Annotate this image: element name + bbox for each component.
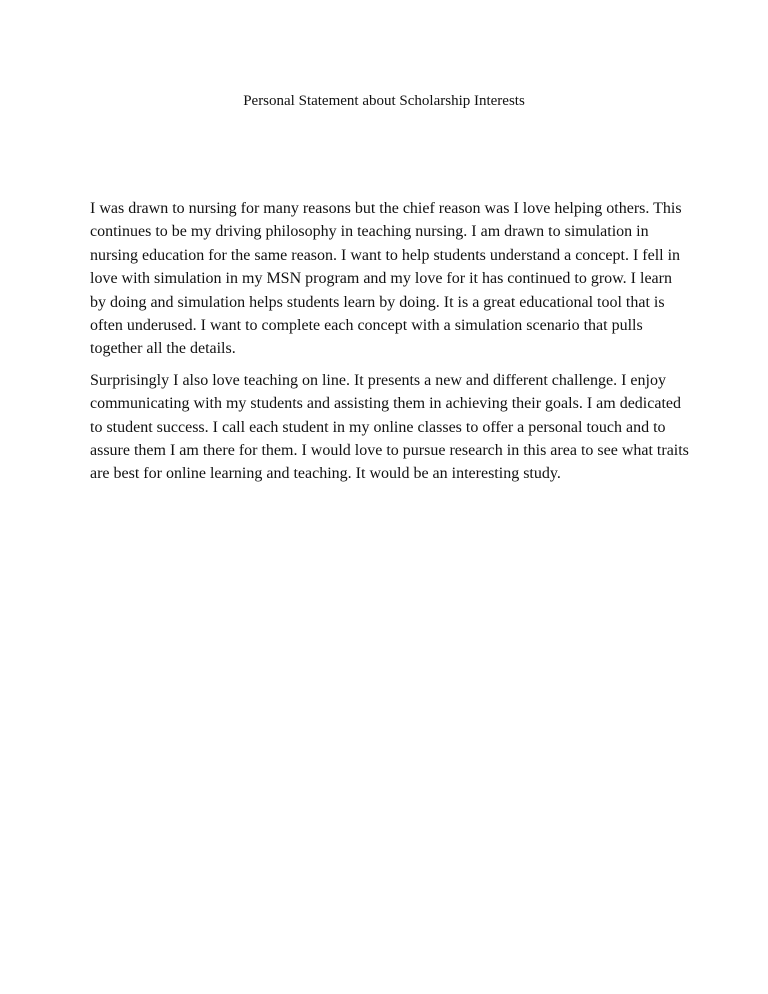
paragraph-nursing-simulation: I was drawn to nursing for many reasons but the chief reason was I love helping others. This continues to be my driving philosophy in teaching nursing. I am drawn to simulation in nursing education for the same reason. I want to help students understand a concept. I fell in love with simulation in my MSN program and my love for it has continued to grow. I learn by doing and simulation helps students learn by doing. It is a great educational tool that is often underused. I want to complete each concept with a simulation scenario that pulls together all the details.	[90, 200, 682, 358]
document-title: Personal Statement about Scholarship Interests	[243, 93, 525, 109]
document-body	[90, 197, 690, 486]
paragraph-online-teaching: Surprisingly I also love teaching on line. It presents a new and different challenge. I enjoy communicating with my students and assisting them in achieving their goals. I am dedicated to student success. I call each student in my online classes to offer a personal touch and to assure them I am there for them. I would love to pursue research in this area to see what traits are best for online learning and teaching. It would be an interesting study.	[90, 371, 689, 483]
